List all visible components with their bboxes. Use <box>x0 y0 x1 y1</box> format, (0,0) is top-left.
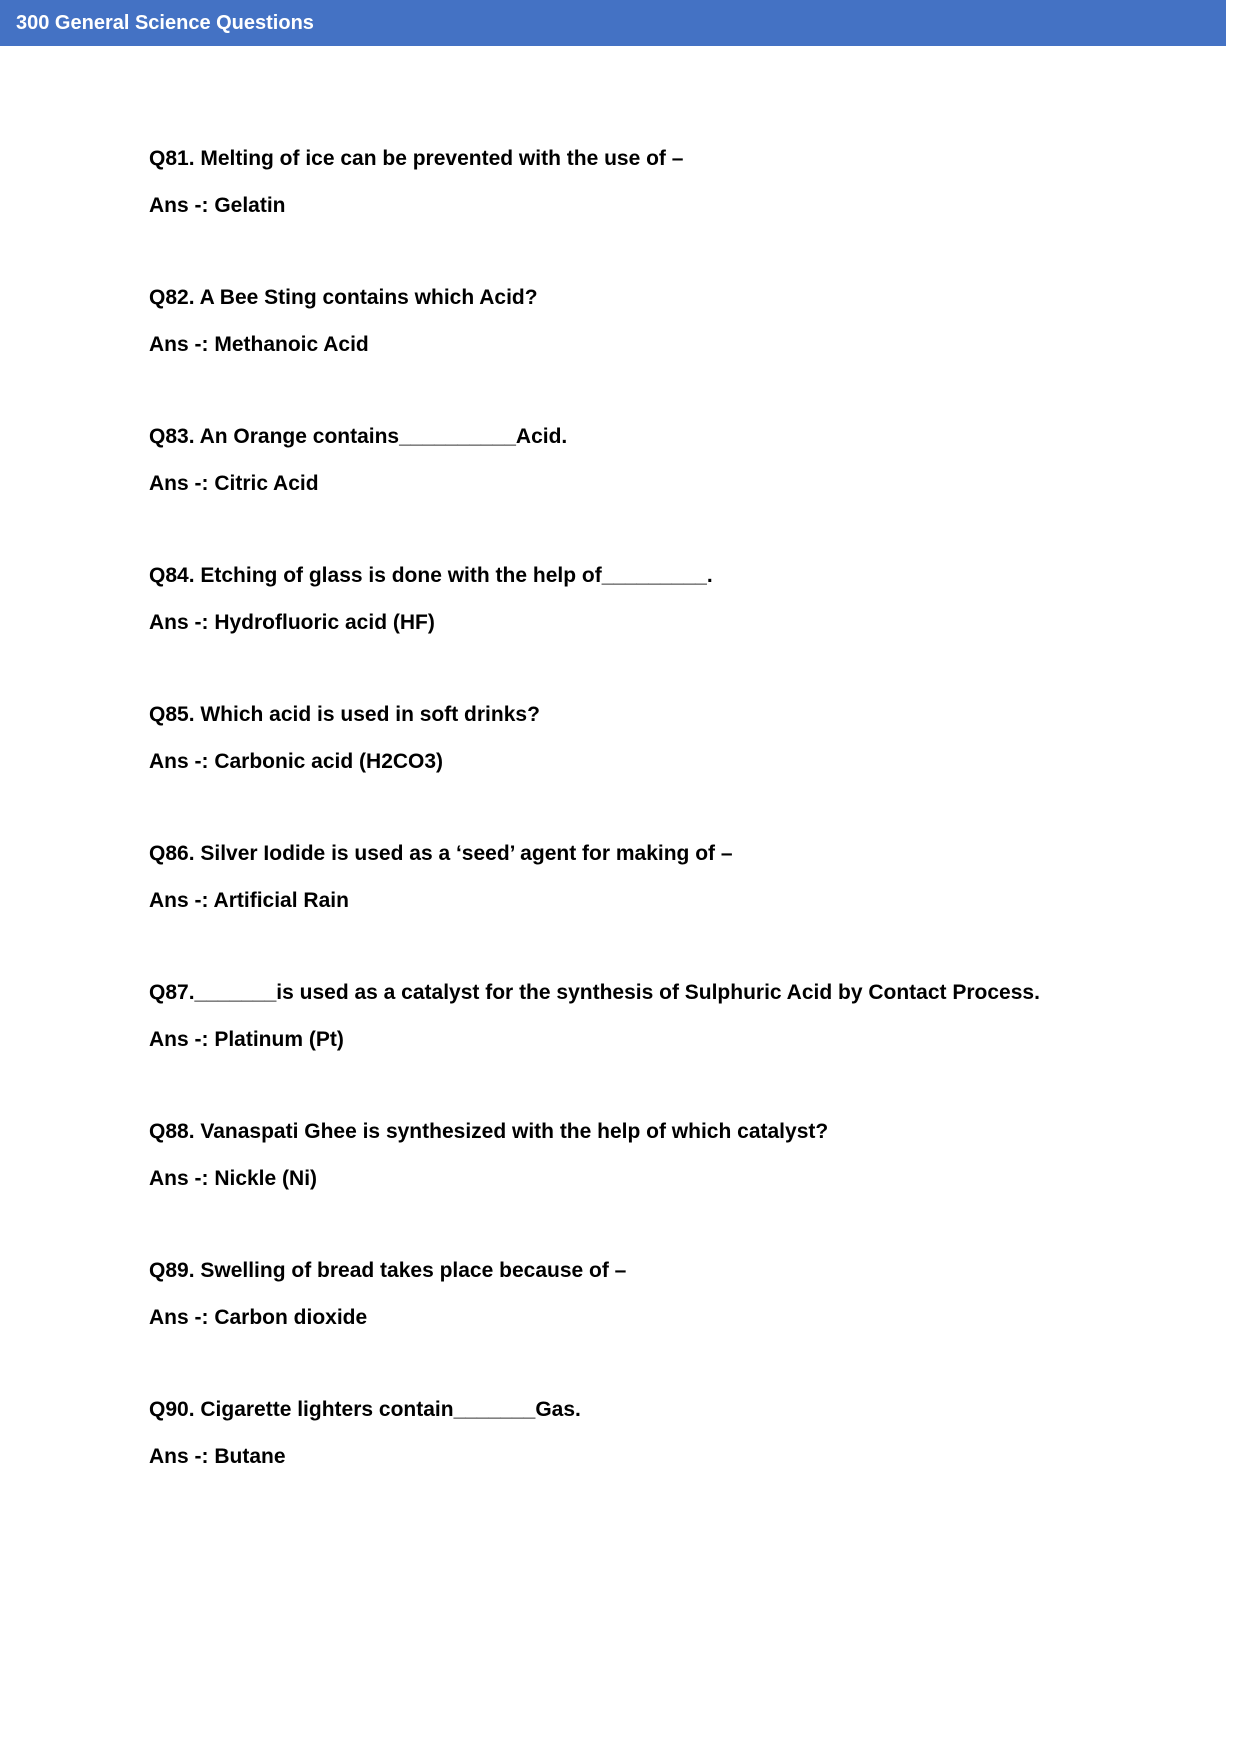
qa-item-q89 <box>149 1258 1149 1397</box>
qa-item-q85 <box>149 702 1149 841</box>
question-text: Q87._______is used as a catalyst for the synthesis of Sulphuric Acid by Contact Process. <box>149 981 1040 1004</box>
answer-text: Ans -: Artificial Rain <box>149 889 349 912</box>
qa-item-q90 <box>149 1397 1149 1536</box>
header-title: 300 General Science Questions <box>16 12 314 34</box>
answer-text: Ans -: Carbonic acid (H2CO3) <box>149 750 444 773</box>
qa-item-q87 <box>149 980 1149 1119</box>
answer-text: Ans -: Platinum (Pt) <box>149 1028 344 1051</box>
answer-text: Ans -: Hydrofluoric acid (HF) <box>149 611 435 634</box>
answer-text: Ans -: Butane <box>149 1445 286 1468</box>
answer-text: Ans -: Methanoic Acid <box>149 333 369 356</box>
qa-item-q82 <box>149 285 1149 424</box>
qa-list <box>149 146 1149 1536</box>
qa-item-q81 <box>149 146 1149 285</box>
answer-text: Ans -: Citric Acid <box>149 472 319 495</box>
answer-text: Ans -: Carbon dioxide <box>149 1306 368 1329</box>
question-text: Q90. Cigarette lighters contain_______Gas. <box>149 1398 581 1421</box>
qa-item-q84 <box>149 563 1149 702</box>
qa-item-q88 <box>149 1119 1149 1258</box>
question-text: Q81. Melting of ice can be prevented with the use of – <box>149 147 684 170</box>
question-text: Q83. An Orange contains__________Acid. <box>149 425 568 448</box>
question-text: Q88. Vanaspati Ghee is synthesized with the help of which catalyst? <box>149 1120 829 1143</box>
header-band <box>0 0 1226 46</box>
question-text: Q84. Etching of glass is done with the help of_________. <box>149 564 713 587</box>
answer-text: Ans -: Gelatin <box>149 194 286 217</box>
question-text: Q85. Which acid is used in soft drinks? <box>149 703 540 726</box>
question-text: Q89. Swelling of bread takes place because of – <box>149 1259 627 1282</box>
qa-item-q83 <box>149 424 1149 563</box>
qa-item-q86 <box>149 841 1149 980</box>
question-text: Q86. Silver Iodide is used as a ‘seed’ agent for making of – <box>149 842 733 865</box>
answer-text: Ans -: Nickle (Ni) <box>149 1167 318 1190</box>
question-text: Q82. A Bee Sting contains which Acid? <box>149 286 538 309</box>
